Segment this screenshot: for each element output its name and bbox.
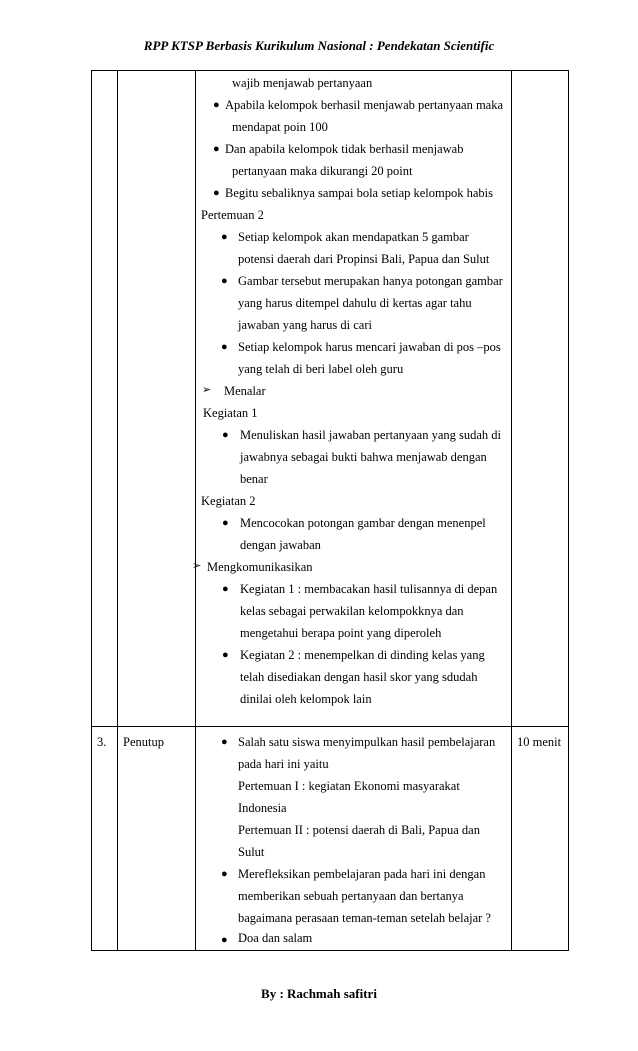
text-line: Doa dan salam bbox=[238, 931, 313, 945]
bullet-icon: ● bbox=[222, 429, 229, 441]
row-number: 3. bbox=[97, 735, 107, 749]
bullet-icon: ● bbox=[222, 583, 229, 595]
text-line: telah disediakan dengan hasil skor yang sdudah bbox=[240, 670, 478, 684]
bullet-icon: ● bbox=[221, 231, 228, 243]
column-divider-1 bbox=[117, 70, 118, 951]
row-divider bbox=[91, 726, 569, 727]
text-line: Pertemuan I : kegiatan Ekonomi masyarakat bbox=[238, 779, 460, 793]
text-line: Kegiatan 1 : membacakan hasil tulisannya di depan bbox=[240, 582, 498, 596]
bullet-icon: ● bbox=[222, 517, 229, 529]
text-line: dengan jawaban bbox=[240, 538, 321, 552]
text-line: jawabnya sebagai bukti bahwa menjawab dengan bbox=[240, 450, 487, 464]
section-label: Menalar bbox=[224, 384, 266, 398]
text-line: pada hari ini yaitu bbox=[238, 757, 329, 771]
bullet-icon: ● bbox=[222, 649, 229, 661]
row-time: 10 menit bbox=[517, 735, 562, 749]
section-label: Pertemuan 2 bbox=[201, 208, 264, 222]
text-line: Setiap kelompok akan mendapatkan 5 gambar bbox=[238, 230, 469, 244]
text-line: dinilai oleh kelompok lain bbox=[240, 692, 372, 706]
text-line: pertanyaan maka dikurangi 20 point bbox=[232, 164, 413, 178]
section-label: Kegiatan 1 bbox=[203, 406, 258, 420]
text-line: Kegiatan 2 : menempelkan di dinding kelas yang bbox=[240, 648, 485, 662]
row-stage: Penutup bbox=[123, 735, 164, 749]
page-header: RPP KTSP Berbasis Kurikulum Nasional : Pendekatan Scientific bbox=[143, 38, 495, 53]
text-line: mendapat poin 100 bbox=[232, 120, 328, 134]
text-line: Menuliskan hasil jawaban pertanyaan yang sudah di bbox=[240, 428, 502, 442]
table-border-right bbox=[568, 70, 569, 951]
text-line: Setiap kelompok harus mencari jawaban di pos –pos bbox=[238, 340, 501, 354]
bullet-icon: ● bbox=[221, 736, 228, 748]
table-border-top bbox=[91, 70, 569, 71]
arrow-bullet-icon: ➢ bbox=[202, 384, 212, 396]
table-border-bottom bbox=[91, 950, 569, 951]
bullet-icon: ● bbox=[213, 187, 220, 199]
text-line: Merefleksikan pembelajaran pada hari ini dengan bbox=[238, 867, 486, 881]
arrow-bullet-icon: ➢ bbox=[192, 560, 202, 572]
page-footer: By : Rachmah safitri bbox=[261, 986, 377, 1001]
bullet-icon: ● bbox=[213, 99, 220, 111]
table-border-left bbox=[91, 70, 92, 951]
section-label: Kegiatan 2 bbox=[201, 494, 256, 508]
text-line: Begitu sebaliknya sampai bola setiap kelompok habis bbox=[225, 186, 493, 200]
text-line: Gambar tersebut merupakan hanya potongan gambar bbox=[238, 274, 503, 288]
text-line: Indonesia bbox=[238, 801, 287, 815]
column-divider-3 bbox=[511, 70, 512, 951]
bullet-icon: ● bbox=[221, 341, 228, 353]
section-label: Mengkomunikasikan bbox=[207, 560, 313, 574]
text-line: bagaimana perasaan teman-teman setelah belajar ? bbox=[238, 911, 491, 925]
text-line: Mencocokan potongan gambar dengan menenpel bbox=[240, 516, 486, 530]
text-line: Apabila kelompok berhasil menjawab pertanyaan maka bbox=[225, 98, 504, 112]
column-divider-2 bbox=[195, 70, 196, 951]
text-line: Salah satu siswa menyimpulkan hasil pembelajaran bbox=[238, 735, 496, 749]
text-line: Pertemuan II : potensi daerah di Bali, Papua dan bbox=[238, 823, 480, 837]
bullet-icon: ● bbox=[221, 934, 228, 946]
bullet-icon: ● bbox=[221, 275, 228, 287]
text-line: potensi daerah dari Propinsi Bali, Papua dan Sulut bbox=[238, 252, 490, 266]
bullet-icon: ● bbox=[221, 868, 228, 880]
text-line: wajib menjawab pertanyaan bbox=[232, 76, 373, 90]
text-line: memberikan sebuah pertanyaan dan bertanya bbox=[238, 889, 464, 903]
text-line: Sulut bbox=[238, 845, 265, 859]
text-line: jawaban yang harus di cari bbox=[238, 318, 372, 332]
text-line: yang telah di beri label oleh guru bbox=[238, 362, 404, 376]
text-line: Dan apabila kelompok tidak berhasil menjawab bbox=[225, 142, 464, 156]
text-line: yang harus ditempel dahulu di kertas agar tahu bbox=[238, 296, 472, 310]
text-line: kelas sebagai perwakilan kelompokknya dan bbox=[240, 604, 464, 618]
text-line: mengetahui berapa point yang diperoleh bbox=[240, 626, 442, 640]
text-line: benar bbox=[240, 472, 268, 486]
bullet-icon: ● bbox=[213, 143, 220, 155]
